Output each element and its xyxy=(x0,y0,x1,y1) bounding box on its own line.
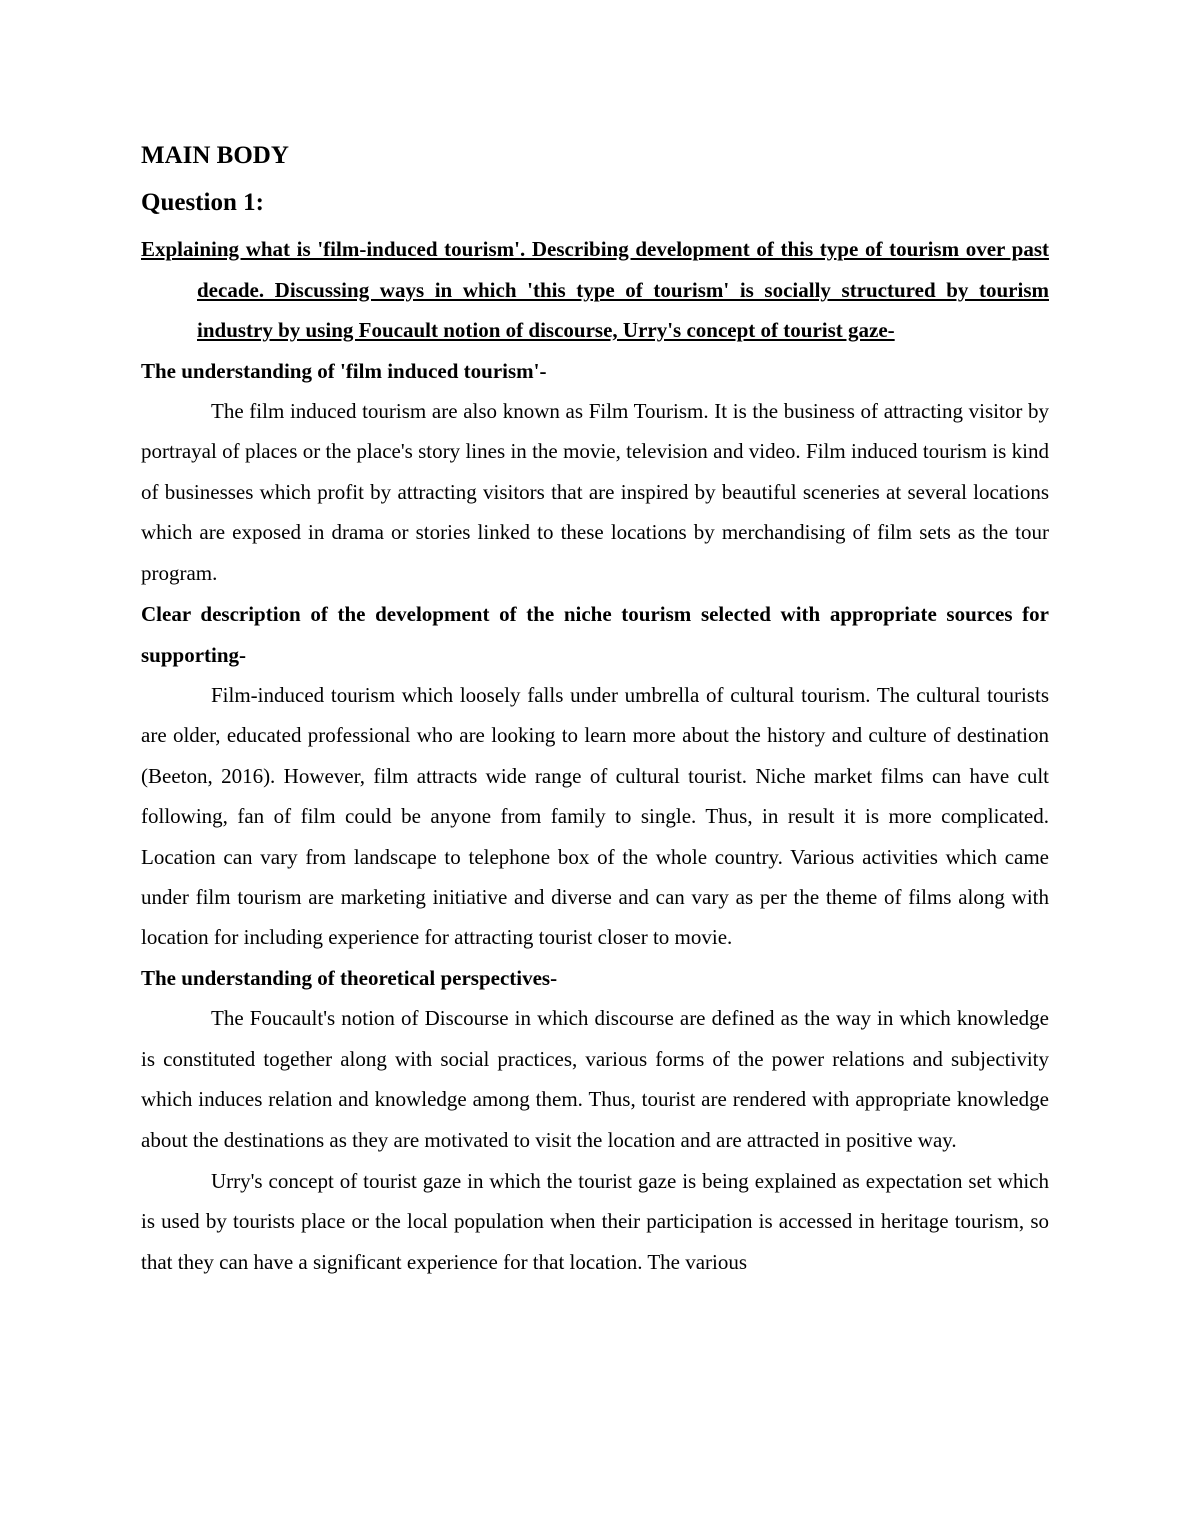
section-heading-theoretical-perspectives: The understanding of theoretical perspectives- xyxy=(141,965,558,990)
paragraph-foucault-discourse: The Foucault's notion of Discourse in which discourse are defined as the way in which knowledge is constituted together along with social practices, various forms of the power relations and subjectivity which induces relation and knowledge among them. Thus, tourist are rendered with appropriate knowledge about the destinations as they are motivated to visit the location and are attracted in positive way. xyxy=(141,1006,1049,1152)
section-heading-film-induced-tourism: The understanding of 'film induced tourism'- xyxy=(141,358,547,383)
document-page xyxy=(141,136,1049,1282)
paragraph-urry-tourist-gaze: Urry's concept of tourist gaze in which the tourist gaze is being explained as expectation set which is used by tourists place or the local population when their participation is accessed in heritage tourism, so that they can have a significant experience for that location. The various xyxy=(141,1169,1049,1274)
paragraph-niche-development: Film-induced tourism which loosely falls under umbrella of cultural tourism. The cultural tourists are older, educated professional who are looking to learn more about the history and culture of destination (Beeton, 2016). However, film attracts wide range of cultural tourist. Niche market films can have cult following, fan of film could be anyone from family to single. Thus, in result it is more complicated. Location can vary from landscape to telephone box of the whole country. Various activities which came under film tourism are marketing initiative and diverse and can vary as per the theme of films along with location for including experience for attracting tourist closer to movie. xyxy=(141,683,1049,950)
paragraph-film-induced-tourism: The film induced tourism are also known as Film Tourism. It is the business of attracting visitor by portrayal of places or the place's story lines in the movie, television and video. Film induced tourism is kind of businesses which profit by attracting visitors that are inspired by beautiful sceneries at several locations which are exposed in drama or stories linked to these locations by merchandising of film sets as the tour program. xyxy=(141,399,1049,585)
main-heading: MAIN BODY xyxy=(141,142,289,169)
question-heading: Question 1: xyxy=(141,189,264,216)
question-text: Explaining what is 'film-induced tourism'. Describing development of this type of tourism over past decade. Discussing ways in which 'this type of tourism' is socially structured by tourism industry by using Foucault notion of discourse, Urry's concept of tourist gaze- xyxy=(141,237,1049,342)
section-heading-niche-development: Clear description of the development of the niche tourism selected with appropriate sources for supporting- xyxy=(141,602,1049,667)
